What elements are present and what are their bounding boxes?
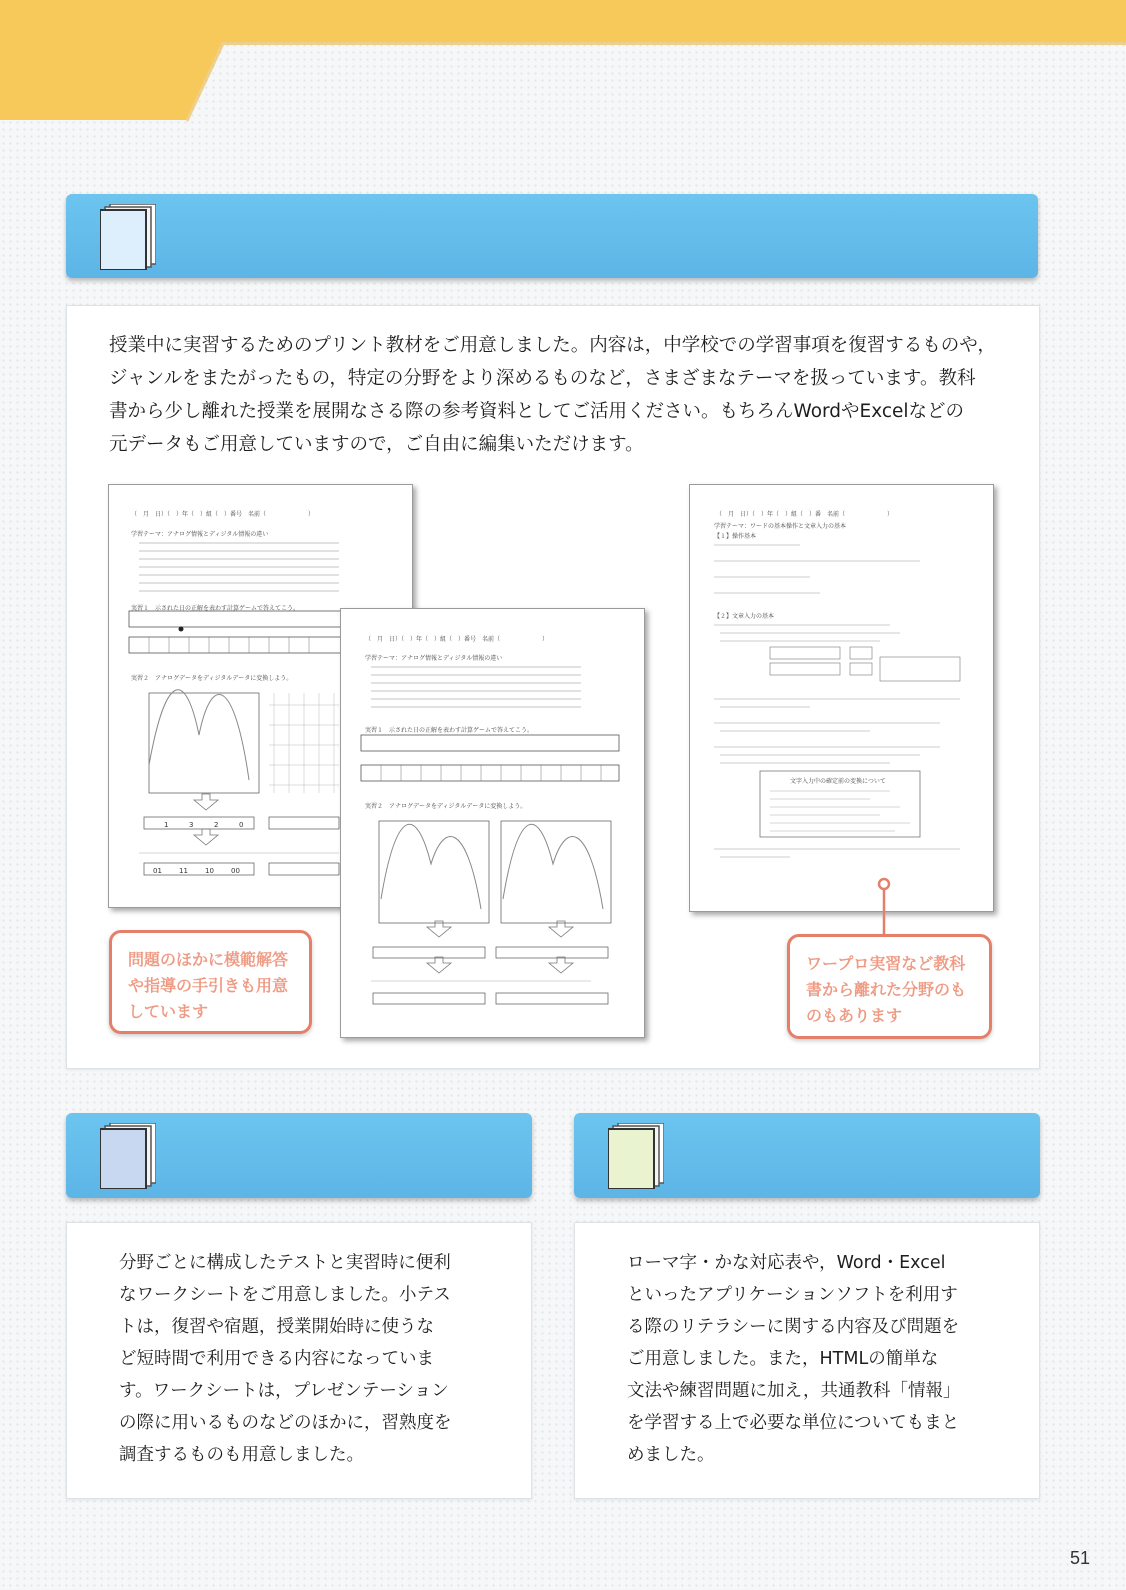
doc1-val-4: 0 xyxy=(239,821,244,829)
tests-line-7: 調査するものも用意しました。 xyxy=(119,1445,364,1465)
callout-answer-guide: 問題のほかに模範解答や指導の手引きも用意しています xyxy=(109,930,312,1034)
tests-paragraph xyxy=(119,1247,499,1471)
literacy-line-6: を学習する上で必要な単位についてもまと xyxy=(627,1413,960,1433)
doc3-box-title: 文字入力中の確定前の変換について xyxy=(790,778,886,785)
literacy-paragraph xyxy=(627,1247,1007,1471)
section-header-2 xyxy=(66,1113,532,1198)
tests-line-4: ど短時間で利用できる内容になっていま xyxy=(119,1349,434,1369)
doc2-task1: 実習１ 示された日の正解を表わす計算ゲームで答えてこう。 xyxy=(365,727,534,734)
doc1-bin-4: 00 xyxy=(231,867,240,875)
doc1-task1: 実習１ 示された日の正解を表わす計算ゲームで答えてこう。 xyxy=(131,605,300,612)
doc1-task2: 実習２ アナログデータをディジタルデータに変換しよう。 xyxy=(131,675,293,682)
doc2-task2: 実習２ アナログデータをディジタルデータに変換しよう。 xyxy=(365,803,527,810)
doc1-bin-3: 10 xyxy=(205,867,214,875)
literacy-line-7: めました。 xyxy=(627,1445,715,1465)
doc3-title-line: （ 月 日）（ ）年（ ）組（ ）番 名前（ ） xyxy=(716,511,894,518)
doc2-title-line: （ 月 日）（ ）年（ ）組（ ）番号 名前（ ） xyxy=(365,636,549,643)
doc3-section2: 【２】文章入力の基本 xyxy=(714,613,775,620)
doc1-val-2: 3 xyxy=(189,821,194,829)
tests-worksheets-panel xyxy=(66,1222,532,1499)
literacy-line-1: ローマ字・かな対応表や，Word・Excel xyxy=(627,1253,946,1273)
literacy-line-4: ご用意しました。また，HTMLの簡単な xyxy=(627,1349,939,1369)
intro-line-3: 書から少し離れた授業を展開なさる際の参考資料としてご活用ください。もちろんWordやExcelなどの xyxy=(109,401,965,422)
intro-paragraph xyxy=(109,329,1009,461)
doc1-bin-2: 11 xyxy=(179,867,188,875)
book-icon-green xyxy=(608,1123,664,1189)
literacy-line-2: といったアプリケーションソフトを利用す xyxy=(627,1285,958,1305)
tests-line-3: トは，復習や宿題，授業開始時に使うな xyxy=(119,1317,434,1337)
doc3-section1: 【１】操作基本 xyxy=(714,533,757,540)
tests-line-1: 分野ごとに構成したテストと実習時に便利 xyxy=(119,1253,451,1273)
tests-line-6: の際に用いるものなどのほかに，習熟度を xyxy=(119,1413,452,1433)
intro-line-2: ジャンルをまたがったもの，特定の分野をより深めるものなど，さまざまなテーマを扱っています。教科 xyxy=(109,368,976,389)
doc1-val-1: 1 xyxy=(164,821,169,829)
worksheet-sample-analog-blank xyxy=(340,608,645,1038)
intro-line-1: 授業中に実習するためのプリント教材をご用意しました。内容は，中学校での学習事項を復習するものや， xyxy=(109,335,996,356)
intro-line-4: 元データもご用意していますので，ご自由に編集いただけます。 xyxy=(109,434,644,455)
callout-connector xyxy=(876,877,892,937)
book-icon xyxy=(100,204,156,270)
doc1-theme: 学習テーマ：アナログ情報とディジタル情報の違い xyxy=(131,531,269,538)
page-number: 51 xyxy=(1070,1548,1091,1568)
doc1-val-3: 2 xyxy=(214,821,219,829)
literacy-line-3: る際のリテラシーに関する内容及び問題を xyxy=(627,1317,960,1337)
doc2-drawing xyxy=(341,609,644,1037)
tests-line-2: なワークシートをご用意しました。小テス xyxy=(119,1285,451,1305)
doc1-title-line: （ 月 日）（ ）年（ ）組（ ）番号 名前（ ） xyxy=(131,511,315,518)
literacy-line-5: 文法や練習問題に加え，共通教科「情報」 xyxy=(627,1381,961,1401)
worksheet-sample-word xyxy=(689,484,994,912)
doc3-theme: 学習テーマ：ワードの基本操作と文章入力の基本 xyxy=(714,523,847,530)
section-header-1 xyxy=(66,194,1038,278)
book-icon-blue xyxy=(100,1123,156,1189)
tests-line-5: す。ワークシートは，プレゼンテーション xyxy=(119,1381,449,1401)
literacy-panel xyxy=(574,1222,1040,1499)
doc3-drawing xyxy=(690,485,993,911)
callout-word-processing: ワープロ実習など教科書から離れた分野のものもあります xyxy=(787,934,992,1039)
section-header-3 xyxy=(574,1113,1040,1198)
top-banner xyxy=(0,0,1126,125)
doc2-theme: 学習テーマ：アナログ情報とディジタル情報の違い xyxy=(365,655,503,662)
doc1-bin-1: 01 xyxy=(153,867,162,875)
